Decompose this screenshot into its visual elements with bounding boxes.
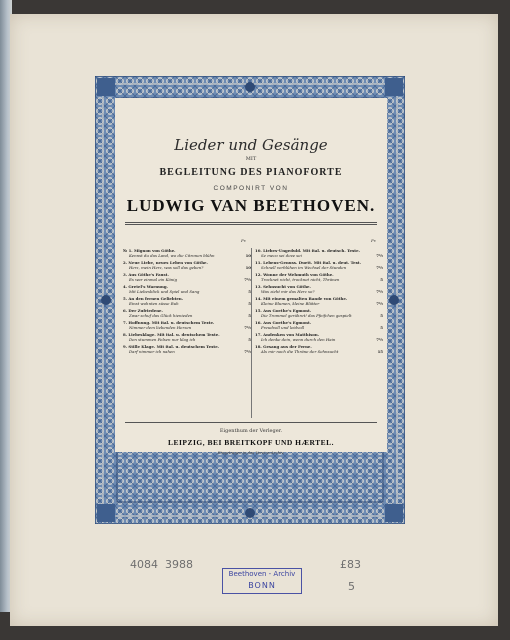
- song-title: 5. An den fernen Geliebten.: [123, 296, 184, 301]
- song-entry: [255, 344, 383, 354]
- song-title: 2. Neue Liebe, neues Leben von Göthe.: [123, 260, 208, 265]
- song-entry: [255, 272, 383, 282]
- song-incipit: Darf nimmer ich nahen: [129, 349, 175, 355]
- song-price: 7½: [244, 325, 251, 331]
- title-lieder: Lieder und Gesänge: [174, 136, 328, 154]
- song-incipit: Herz, mein Herz, was soll das geben?: [129, 265, 204, 271]
- song-entry: [255, 308, 383, 318]
- song-incipit: Ich denke dein, wenn durch den Hain: [261, 337, 336, 343]
- song-title: 18. Gesang aus der Ferne.: [255, 344, 312, 349]
- song-title: № 1. Mignon von Göthe.: [123, 248, 176, 253]
- song-entry: [123, 272, 251, 282]
- song-entry: [255, 284, 383, 294]
- song-incipit: Den stummen Felsen nur klag ich: [129, 337, 196, 343]
- song-entry: [255, 320, 383, 330]
- song-incipit: Trocknet nicht, trocknet nicht, Thränen: [261, 277, 340, 283]
- archive-stamp: [222, 568, 302, 594]
- stamp-line-1: Beethoven - Archiv: [228, 570, 296, 578]
- song-price: 5: [380, 277, 383, 283]
- song-entry: [123, 284, 251, 294]
- song-price: 5: [248, 337, 251, 343]
- song-price: 7½: [376, 265, 383, 271]
- song-entry: [123, 248, 251, 258]
- divider-top-2: [125, 224, 377, 225]
- song-incipit: Kleine Blumen, kleine Blätter: [261, 301, 320, 307]
- publisher-city: LEIPZIG, BEI BREITKOPF UND HÆRTEL.: [167, 438, 335, 447]
- title-componirt: COMPONIRT VON: [213, 185, 289, 192]
- price-header-right: Pr.: [371, 238, 377, 243]
- stamp-line-2: BONN: [248, 581, 276, 590]
- song-entry: [123, 320, 251, 330]
- song-entry: [255, 260, 383, 270]
- song-title: 9. Stille Klage. Mit ital. u. deutschem Texte.: [123, 344, 220, 349]
- song-entry: [123, 260, 251, 270]
- song-price: 5: [380, 313, 383, 319]
- song-incipit: Kennst du das Land, wo die Citronen blühn: [129, 253, 215, 259]
- publisher-eigenthum: Eigenthum der Verleger.: [219, 428, 283, 434]
- pencil-mark-4: 5: [348, 580, 355, 593]
- divider-bottom: [125, 422, 377, 423]
- column-divider: [251, 248, 252, 418]
- pencil-mark-3: £83: [340, 558, 361, 571]
- song-incipit: Was zieht mir das Herz so?: [261, 289, 315, 295]
- song-price: 15: [377, 349, 383, 355]
- song-price: 7½: [244, 277, 251, 283]
- song-title: 10. Liebes-Ungeduld. Mit ital. u. deutsch. Texte.: [255, 248, 360, 253]
- song-title: 6. Der Zufriedene.: [123, 308, 163, 313]
- song-entry: [123, 296, 251, 306]
- song-incipit: Als mir noch die Thräne der Sehnsucht: [261, 349, 339, 355]
- song-title: 15. Aus Goethe's Egmont.: [255, 308, 312, 313]
- song-incipit: Die Trommel gerühret! das Pfeifchen gespielt: [261, 313, 352, 319]
- song-title: 12. Wonne der Wehmuth von Göthe.: [255, 272, 334, 277]
- song-entry: [255, 332, 383, 342]
- song-entry: [255, 248, 383, 258]
- song-incipit: Se meco sei dove sei: [261, 253, 302, 259]
- song-title: 11. Lebens-Genuss. Duett. Mit ital. u. deut. Text.: [255, 260, 362, 265]
- song-price: 5: [248, 313, 251, 319]
- song-title: 13. Sehnsucht von Göthe.: [255, 284, 311, 289]
- song-incipit: Mit Liebesblick und Spiel und Sang: [129, 289, 200, 295]
- song-price: 7½: [376, 337, 383, 343]
- pencil-mark-2: 3988: [165, 558, 193, 571]
- title-begleitung: BEGLEITUNG DES PIANOFORTE: [159, 167, 343, 178]
- song-entry: [123, 308, 251, 318]
- song-entry: [123, 344, 251, 354]
- song-price: 7½: [376, 253, 383, 259]
- title-panel: [115, 98, 387, 455]
- song-title: 3. Aus Göthe's Faust.: [123, 272, 169, 277]
- song-price: 10: [245, 253, 251, 259]
- song-incipit: Freudvoll und leidvoll: [261, 325, 305, 331]
- song-title: 4. Gretel's Warnung.: [123, 284, 168, 289]
- song-incipit: Zwar schuf das Glück hienieden: [129, 313, 193, 319]
- song-price: 7½: [376, 301, 383, 307]
- song-title: 14. Mit einem gemalten Bande von Göthe.: [255, 296, 348, 301]
- song-title: 7. Hoffnung. Mit ital. u. deutschem Texte.: [123, 320, 215, 325]
- song-list-right: [255, 248, 383, 356]
- song-incipit: Nimmer dem liebenden Herzen: [129, 325, 192, 331]
- pencil-mark-1: 4084: [130, 558, 158, 571]
- song-price: 5: [248, 301, 251, 307]
- song-title: 16. Aus Goethe's Egmont.: [255, 320, 312, 325]
- song-price: 5: [248, 289, 251, 295]
- song-entry: [255, 296, 383, 306]
- song-incipit: Es war einmal ein König: [129, 277, 178, 283]
- title-mit: MIT: [245, 156, 257, 162]
- song-price: 5: [380, 325, 383, 331]
- song-list-left: [123, 248, 251, 356]
- song-title: 17. Andenken von Matthison.: [255, 332, 320, 337]
- song-price: 10: [245, 265, 251, 271]
- composer-name: LUDWIG VAN BEETHOVEN.: [126, 196, 376, 215]
- song-title: 8. Liebesklage. Mit ital. u. deutschem Texte.: [123, 332, 220, 337]
- song-incipit: Schnell verblühen im Wechsel der Stunden: [261, 265, 347, 271]
- song-incipit: Einst wohnten süsse Ruh: [129, 301, 179, 307]
- price-header-left: Pr.: [241, 238, 247, 243]
- sheet-music-cover: [10, 14, 498, 626]
- song-price: 7½: [244, 349, 251, 355]
- publisher-registered: Eingetragen in das Vereins-Archiv.: [217, 450, 285, 455]
- song-entry: [123, 332, 251, 342]
- divider-top: [125, 222, 377, 223]
- song-price: 7½: [376, 289, 383, 295]
